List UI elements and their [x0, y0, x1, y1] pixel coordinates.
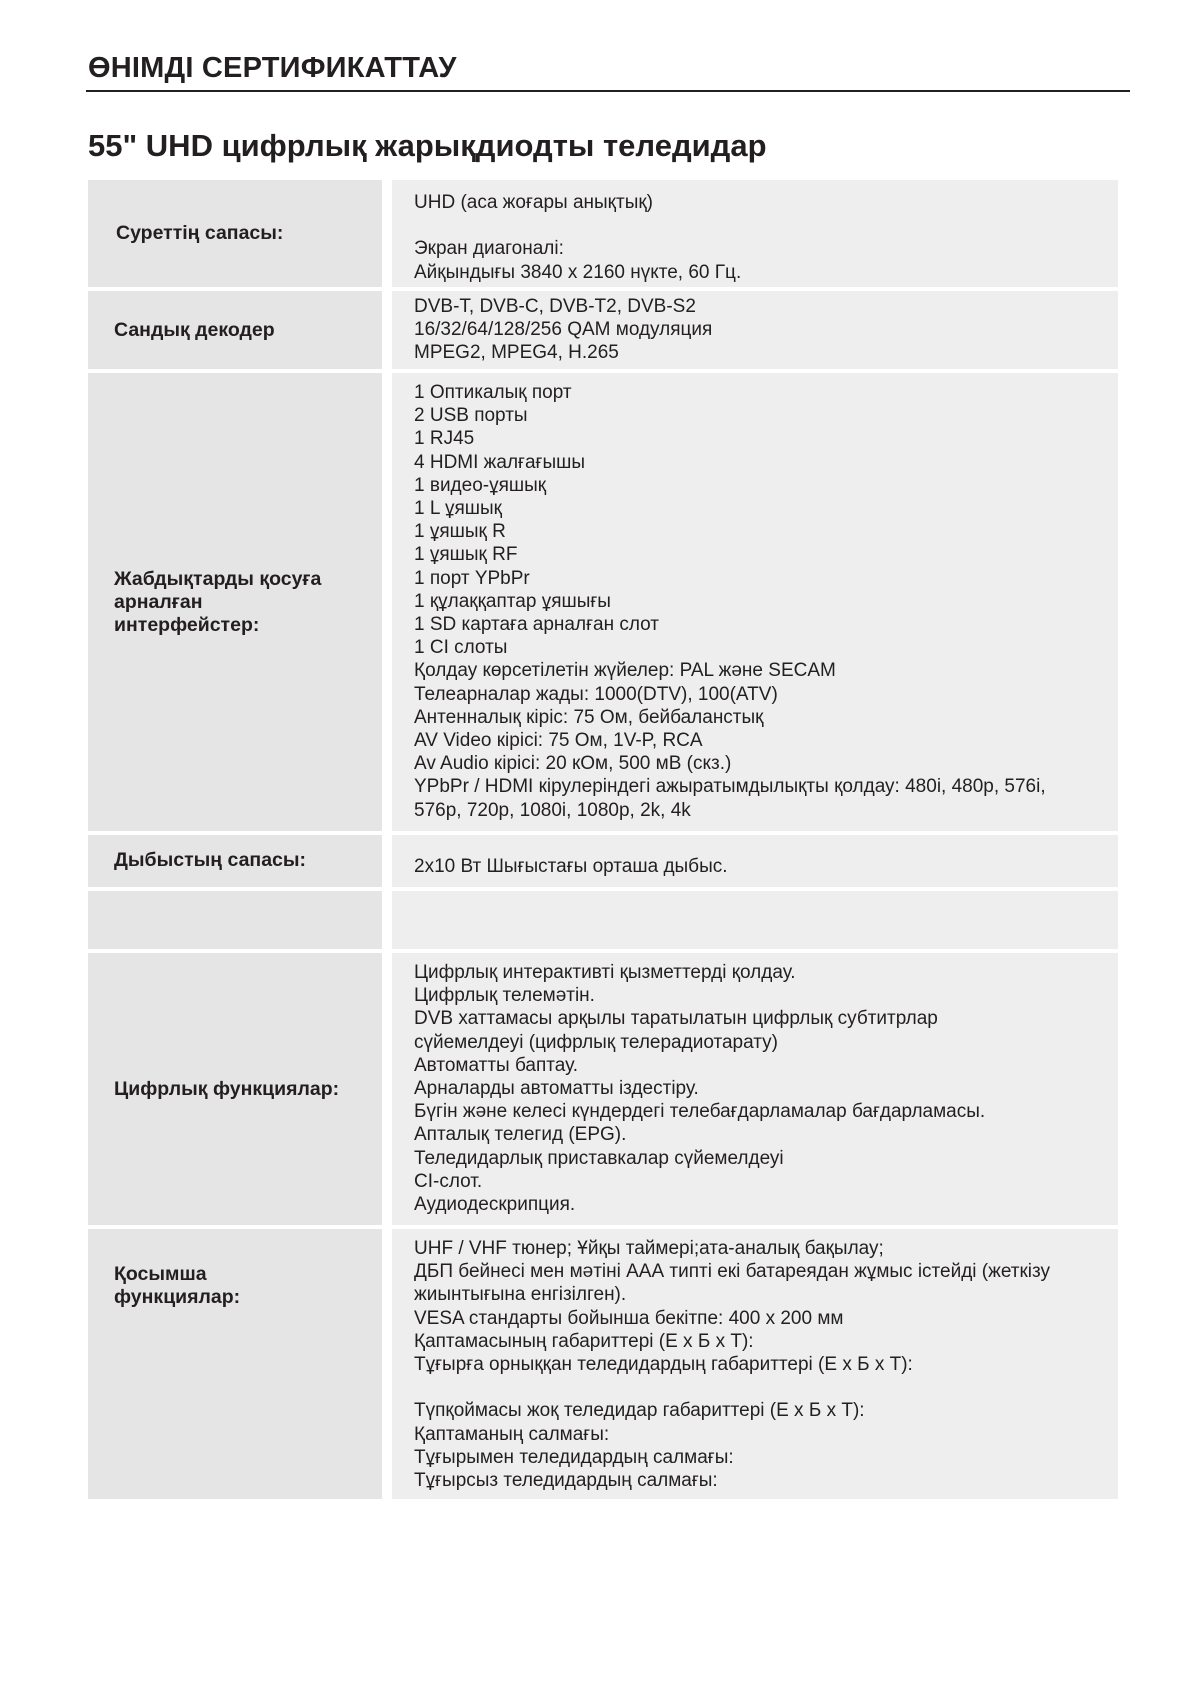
spec-line: 2x10 Вт Шығыстағы орташа дыбыс. [414, 856, 728, 877]
spec-line: 1 Оптикалық порт [414, 382, 572, 403]
spec-label-cell [88, 891, 382, 949]
spec-value-cell [392, 891, 1118, 949]
spec-values-digital-functions [414, 961, 1098, 1216]
spec-line: 1 видео-ұяшық [414, 474, 547, 496]
spec-line: 1 L ұяшық [414, 498, 502, 520]
spec-line [414, 214, 1098, 237]
spec-values-sound-quality [414, 855, 1098, 878]
spec-label-cell [88, 953, 382, 1225]
spec-line: Түпқоймасы жоқ теледидар габариттері (Е х Б х Т): [414, 1400, 865, 1422]
page-header [86, 48, 1130, 92]
spec-line: Тұғырға орныққан теледидардың габариттері (Е х Б х Т): [414, 1354, 913, 1376]
spec-line: 1 RJ45 [414, 428, 475, 450]
spec-line: Айқындығы 3840 x 2160 нүкте, 60 Гц. [414, 261, 742, 283]
spec-values-picture-quality [414, 191, 1098, 284]
spec-line: 1 ұяшық R [414, 521, 506, 543]
spec-line: Тұғырсыз теледидардың салмағы: [414, 1470, 718, 1492]
spec-line: Арналарды автоматты іздестіру. [414, 1078, 699, 1100]
spec-row-digital-decoder [88, 291, 1118, 369]
spec-value-cell [392, 180, 1118, 287]
spec-line: UHF / VHF тюнер; Ұйқы таймері;ата-аналық бақылау; [414, 1238, 884, 1259]
spec-line: жиынтығына енгізілген). [414, 1284, 627, 1306]
spec-line: Қаптаманың салмағы: [414, 1423, 610, 1445]
spec-row-digital-functions [88, 953, 1118, 1225]
spec-row-interfaces [88, 373, 1118, 831]
spec-line: Апталық телегид (EPG). [414, 1124, 627, 1146]
spec-line: AV Video кірісі: 75 Ом, 1V-P, RCA [414, 730, 703, 752]
spec-values-extra-functions [414, 1237, 1098, 1492]
product-title: 55" UHD цифрлық жарықдиодты теледидар [88, 128, 767, 163]
spec-line: MPEG2, MPEG4, H.265 [414, 342, 619, 364]
spec-line: Телеарналар жады: 1000(DTV), 100(ATV) [414, 683, 778, 705]
spec-value-cell [392, 291, 1118, 369]
spec-row-sound-quality [88, 835, 1118, 887]
spec-line: Цифрлық телемәтін. [414, 985, 595, 1007]
spec-line: VESA стандарты бойынша бекітпе: 400 x 200 мм [414, 1307, 844, 1329]
spec-table [88, 180, 1118, 1503]
spec-row-picture-quality [88, 180, 1118, 287]
spec-line: Аудиодескрипция. [414, 1194, 576, 1216]
spec-line: Қолдау көрсетілетін жүйелер: PAL және SECAM [414, 660, 836, 682]
spec-label-cell [88, 1229, 382, 1499]
spec-line: 1 ұяшық RF [414, 544, 518, 566]
spec-line: 1 құлаққаптар ұяшығы [414, 590, 611, 612]
spec-line: Бүгін және келесі күндердегі телебағдарламалар бағдарламасы. [414, 1101, 986, 1123]
spec-line: сүйемелдеуі (цифрлық телерадиотарату) [414, 1031, 778, 1053]
spec-line: Антенналық кіріс: 75 Ом, бейбаланстық [414, 706, 764, 728]
spec-line: 576p, 720p, 1080i, 1080p, 2k, 4k [414, 799, 691, 821]
spec-label-cell [88, 835, 382, 887]
spec-label-cell [88, 373, 382, 831]
spec-line: 1 CI слоты [414, 637, 508, 659]
spec-label-cell [88, 180, 382, 287]
spec-line: DVB-T, DVB-C, DVB-T2, DVB-S2 [414, 296, 696, 317]
spec-line: YPbPr / HDMI кірулеріндегі ажыратымдылықты қолдау: 480i, 480p, 576i, [414, 776, 1046, 798]
spec-values-interfaces [414, 381, 1098, 822]
spec-line: 16/32/64/128/256 QAM модуляция [414, 319, 713, 341]
spec-line: 4 HDMI жалғағышы [414, 451, 586, 473]
spec-line: Теледидарлық приставкалар сүйемелдеуі [414, 1147, 784, 1169]
spec-row-extra-functions [88, 1229, 1118, 1499]
spec-line: 2 USB порты [414, 405, 528, 427]
page-title: ӨНІМДІ СЕРТИФИКАТТАУ [88, 52, 457, 84]
spec-value-cell [392, 835, 1118, 887]
spec-line: Av Audio кірісі: 20 кОм, 500 мВ (скз.) [414, 753, 732, 775]
spec-label-sound-quality: Дыбыстың сапасы: [114, 849, 307, 871]
spec-line: Автоматты баптау. [414, 1054, 578, 1076]
spec-label-digital-decoder: Сандық декодер [114, 318, 275, 341]
spec-values-digital-decoder [414, 295, 1098, 365]
spec-line: 1 SD картаға арналған слот [414, 614, 659, 636]
spec-label-interfaces: Жабдықтарды қосуға арналған интерфейстер: [114, 567, 322, 636]
spec-label-picture-quality: Суреттің сапасы: [116, 222, 284, 244]
spec-line: Экран диагоналі: [414, 238, 564, 260]
spec-line: Тұғырымен теледидардың салмағы: [414, 1446, 734, 1468]
spec-label-cell [88, 291, 382, 369]
spec-line: ДБП бейнесі мен мәтіні ААА типті екі батареядан жұмыс істейді (жеткізу [414, 1261, 1050, 1283]
spec-value-cell [392, 373, 1118, 831]
spec-line: Цифрлық интерактивті қызметтерді қолдау. [414, 962, 796, 983]
spec-line: 1 порт YPbPr [414, 567, 530, 589]
spec-line: DVB хаттамасы арқылы таратылатын цифрлық субтитрлар [414, 1008, 938, 1030]
spec-line: Қаптамасының габариттері (Е х Б х Т): [414, 1330, 754, 1352]
spec-value-cell [392, 1229, 1118, 1499]
spec-value-cell [392, 953, 1118, 1225]
spec-label-digital-functions: Цифрлық функциялар: [114, 1077, 340, 1100]
spec-line [414, 1376, 1098, 1399]
spec-label-extra-functions: Қосымша функциялар: [114, 1263, 241, 1308]
spec-row-empty [88, 891, 1118, 949]
spec-line: UHD (аса жоғары анықтық) [414, 192, 653, 213]
spec-line: CI-слот. [414, 1170, 483, 1192]
